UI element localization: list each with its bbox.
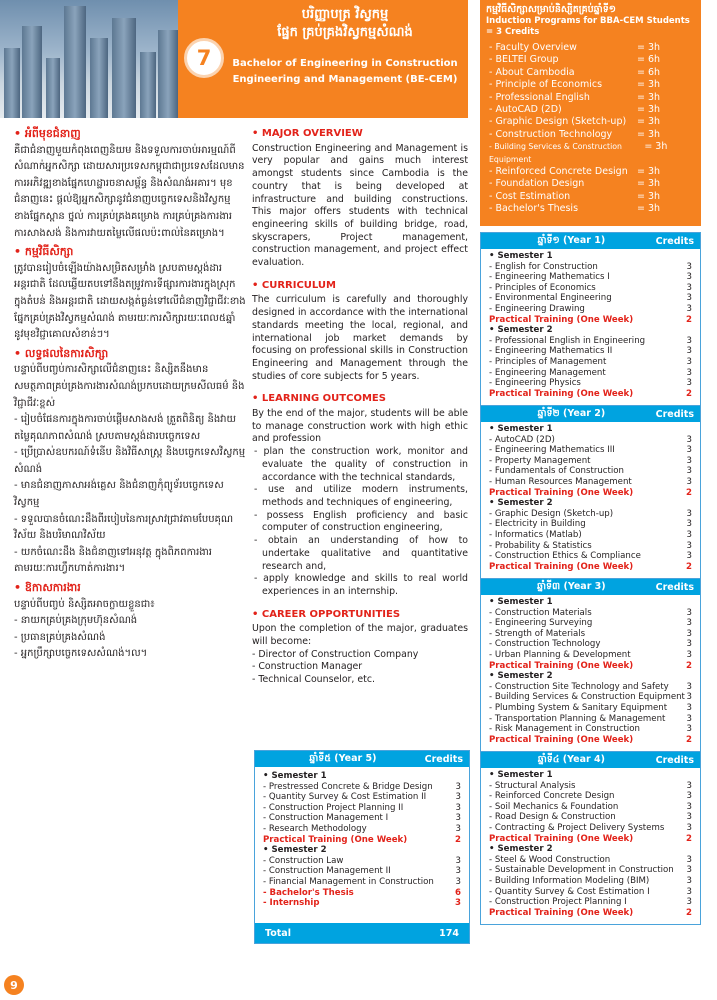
induction-row bbox=[480, 104, 701, 116]
course-credits: 3 bbox=[455, 813, 461, 824]
course-credits: 3 bbox=[686, 724, 692, 735]
course-name: • Semester 2 bbox=[489, 498, 553, 509]
course-name: - Road Design & Construction bbox=[489, 812, 616, 823]
course-row bbox=[481, 639, 700, 650]
course-name: - Building Information Modeling (BIM) bbox=[489, 875, 650, 886]
career-heading: • CAREER OPPORTUNITIES bbox=[252, 608, 401, 620]
list-item: - នាយកគ្រប់គ្រងក្រុមហ៊ុនសំណង់ bbox=[14, 615, 138, 627]
induction-row-hours: = 3h bbox=[637, 178, 661, 190]
induction-row bbox=[480, 42, 701, 54]
induction-row-hours: = 3h bbox=[637, 166, 661, 178]
induction-row bbox=[480, 191, 701, 203]
program-title-en: Bachelor of Engineering in Construction Engineering and Management (BE-CEM) bbox=[232, 58, 458, 85]
course-name: • Semester 2 bbox=[489, 325, 553, 336]
course-row bbox=[481, 293, 700, 304]
course-credits: 3 bbox=[686, 466, 692, 477]
course-name: Practical Training (One Week) bbox=[489, 907, 634, 918]
course-name: - Property Management bbox=[489, 455, 591, 466]
course-credits: 3 bbox=[686, 865, 692, 876]
course-name: - Building Services & Construction Equipment bbox=[489, 692, 685, 703]
course-row bbox=[481, 897, 700, 908]
year3-table bbox=[480, 578, 701, 752]
course-name: - Engineering Mathematics II bbox=[489, 346, 613, 357]
list-item: - យកចំណេះដឹង និងជំនាញទៅអនុវត្ត ក្នុងពិភពការងារ តាមរយៈការហ្វឹកហាត់ការងារ។ bbox=[14, 546, 212, 575]
course-name: Practical Training (One Week) bbox=[489, 314, 634, 325]
course-name: • Semester 1 bbox=[489, 770, 553, 780]
induction-row bbox=[480, 178, 701, 190]
course-credits: 3 bbox=[455, 781, 461, 792]
course-name: - Construction Project Planning I bbox=[489, 897, 627, 908]
khmer-description-column bbox=[14, 124, 246, 663]
year5-total-row: Total 174 bbox=[255, 923, 469, 943]
course-name: - Internship bbox=[263, 898, 320, 909]
induction-row-hours: = 6h bbox=[637, 54, 661, 66]
semester-heading bbox=[481, 844, 700, 855]
course-name: - Construction Ethics & Compliance bbox=[489, 551, 641, 562]
course-row bbox=[481, 488, 700, 499]
year2-header: ឆ្នាំទី២ (Year 2) Credits bbox=[481, 406, 700, 422]
course-credits: 3 bbox=[686, 639, 692, 650]
course-name: - Reinforced Concrete Design bbox=[489, 791, 615, 802]
course-name: - Graphic Design (Sketch-up) bbox=[489, 508, 614, 519]
curriculum-heading: • CURRICULUM bbox=[252, 279, 337, 291]
course-row bbox=[481, 865, 700, 876]
year5-table bbox=[254, 750, 470, 944]
course-name: • Semester 2 bbox=[263, 845, 327, 856]
year3-header: ឆ្នាំទី៣ (Year 3) Credits bbox=[481, 579, 700, 595]
year3-rows bbox=[481, 595, 700, 745]
course-row bbox=[255, 824, 469, 835]
year4-header: ឆ្នាំទី៤ (Year 4) Credits bbox=[481, 752, 700, 768]
course-row bbox=[481, 802, 700, 813]
course-name: - English for Construction bbox=[489, 261, 598, 272]
year2-rows bbox=[481, 422, 700, 572]
course-credits: 2 bbox=[686, 907, 692, 918]
course-name: - Construction Materials bbox=[489, 607, 592, 618]
course-credits: 2 bbox=[686, 833, 692, 844]
induction-row-name: - Cost Estimation bbox=[489, 190, 571, 202]
course-row bbox=[481, 823, 700, 834]
course-credits: 3 bbox=[686, 529, 692, 540]
course-row bbox=[255, 877, 469, 888]
course-row bbox=[255, 803, 469, 814]
program-title-kh-line1: បរិញ្ញាបត្រ វិស្វកម្ម bbox=[301, 7, 389, 22]
semester-heading bbox=[481, 671, 700, 682]
course-row bbox=[481, 735, 700, 746]
course-name: Practical Training (One Week) bbox=[489, 833, 634, 844]
course-name: - Risk Management in Construction bbox=[489, 724, 641, 735]
semester-heading bbox=[481, 770, 700, 781]
curriculum-body: The curriculum is carefully and thoroughly designed in accordance with the international standards meeting the local, regional, and international job market demands by focusing on professional skills in Construction Engineering and Management through the studies of core subjects for 5 years. bbox=[252, 294, 468, 382]
course-row bbox=[481, 336, 700, 347]
year1-rows bbox=[481, 249, 700, 399]
course-row bbox=[481, 304, 700, 315]
course-name: - AutoCAD (2D) bbox=[489, 434, 555, 445]
course-name: - Construction Site Technology and Safety bbox=[489, 681, 669, 692]
course-row bbox=[481, 368, 700, 379]
course-credits: 3 bbox=[686, 649, 692, 660]
course-credits: 3 bbox=[686, 897, 692, 908]
section-body: បន្ទាប់ពីបញ្ចប់ និស្សិតអាចក្លាយខ្លួនជា៖ bbox=[14, 598, 155, 610]
section-body: គឺជាជំនាញមួយកំពុងពេញនិយម និងទទួលការចាប់អារម្មណ៍ពីសំណាក់អ្នកសិក្សា ដោយសារប្រទេសកម្ពុជាជាប្រទេសដែលមានការអភិវឌ្ឍខាងផ្នែកហេដ្ឋារចនាសម្ព័ន្ធ និងសំណង់អគារ។ មុខជំនាញនេះ ផ្តល់ឱ្យអ្នកសិក្សានូវជំនាញបច្ចេកទេសនិងវិស្វកម្មខាងផ្នែកស្ពាន ថ្នល់ ការគ្រប់គ្រងគម្រោង ការគ្រប់គ្រងការងារ ការសាងសង់ និងការវាយតម្លៃលើផលប៉ះពាល់នៃគម្រោង។ bbox=[14, 144, 245, 239]
induction-rows bbox=[480, 42, 701, 216]
induction-row bbox=[480, 141, 701, 166]
induction-row-name: - Principle of Economics bbox=[489, 79, 603, 91]
induction-row bbox=[480, 203, 701, 215]
course-credits: 3 bbox=[686, 854, 692, 865]
semester-heading bbox=[255, 771, 469, 782]
course-credits: 3 bbox=[686, 356, 692, 367]
course-credits: 3 bbox=[455, 876, 461, 887]
course-row bbox=[481, 703, 700, 714]
induction-row bbox=[480, 67, 701, 79]
list-item: - apply knowledge and skills to real world experiences in an internship. bbox=[254, 573, 468, 597]
course-credits: 2 bbox=[686, 734, 692, 745]
course-credits: 3 bbox=[455, 898, 461, 909]
program-number-badge: 7 bbox=[184, 38, 224, 78]
course-credits: 3 bbox=[686, 681, 692, 692]
course-name: - Transportation Planning & Management bbox=[489, 713, 666, 724]
course-row bbox=[255, 898, 469, 909]
induction-programs-panel bbox=[480, 0, 701, 226]
course-credits: 3 bbox=[686, 822, 692, 833]
induction-row-name: - Faculty Overview bbox=[489, 42, 577, 53]
course-row bbox=[481, 812, 700, 823]
induction-row-hours: = 3h bbox=[637, 128, 661, 140]
course-name: Practical Training (One Week) bbox=[489, 660, 634, 671]
course-name: - Strength of Materials bbox=[489, 628, 586, 639]
course-credits: 3 bbox=[686, 607, 692, 618]
induction-row bbox=[480, 116, 701, 128]
induction-row-hours: = 3h bbox=[637, 203, 661, 215]
course-row bbox=[481, 519, 700, 530]
list-item: - use and utilize modern instruments, methods and techniques of engineering, bbox=[254, 484, 468, 508]
induction-title-kh: កម្មវិធីសិក្សាសម្រាប់និស្សិតគ្រប់ឆ្នាំទី១ bbox=[486, 4, 616, 15]
course-credits: 3 bbox=[686, 261, 692, 272]
list-item: - រៀបចំផែនការក្នុងការចាប់ផ្តើមសាងសង់ ត្រួតពិនិត្យ និងវាយតម្លៃគុណភាពសំណង់ ស្របតាមស្តង់ដារបច្ចេកទេស bbox=[14, 414, 237, 442]
induction-row-hours: = 3h bbox=[637, 42, 661, 53]
course-name: - Construction Management I bbox=[263, 813, 389, 824]
course-credits: 3 bbox=[686, 445, 692, 456]
course-credits: 3 bbox=[686, 791, 692, 802]
course-row bbox=[481, 346, 700, 357]
course-row bbox=[481, 714, 700, 725]
course-credits: 3 bbox=[686, 378, 692, 389]
major-overview-heading: • MAJOR OVERVIEW bbox=[252, 128, 363, 139]
course-credits: 3 bbox=[686, 346, 692, 357]
induction-row-name: - Construction Technology bbox=[489, 128, 613, 140]
semester-heading bbox=[481, 251, 700, 262]
list-item: - plan the construction work, monitor and evaluate the quality of construction in accordance with the technical standards, bbox=[254, 446, 468, 483]
course-credits: 3 bbox=[686, 293, 692, 304]
course-name: - Plumbing System & Sanitary Equipment bbox=[489, 702, 668, 713]
course-credits: 3 bbox=[686, 303, 692, 314]
course-credits: 3 bbox=[455, 866, 461, 877]
course-row bbox=[255, 866, 469, 877]
course-row bbox=[481, 272, 700, 283]
course-name: - Principles of Economics bbox=[489, 282, 596, 293]
list-item: - Construction Manager bbox=[252, 661, 363, 673]
course-name: - Structural Analysis bbox=[489, 780, 576, 791]
course-row bbox=[481, 562, 700, 573]
course-name: - Engineering Mathematics III bbox=[489, 445, 615, 456]
course-name: - Engineering Drawing bbox=[489, 303, 585, 314]
course-credits: 3 bbox=[455, 855, 461, 866]
course-row bbox=[481, 357, 700, 368]
semester-heading bbox=[481, 424, 700, 435]
induction-row bbox=[480, 166, 701, 178]
list-item: - Director of Construction Company bbox=[252, 648, 419, 660]
course-row bbox=[255, 792, 469, 803]
induction-row-name: - Bachelor's Thesis bbox=[489, 203, 579, 215]
list-item: - obtain an understanding of how to undertake qualitative and quantitative research and, bbox=[254, 535, 468, 572]
course-name: - Human Resources Management bbox=[489, 476, 632, 487]
induction-row-name: - Building Services & Construction Equipment bbox=[489, 142, 622, 164]
section-body: ត្រូវបានរៀបចំឡើងយ៉ាងសម្រិតសម្រាំង ស្របតាមស្តង់ដារអន្តរជាតិ ដែលឆ្លើយតបទៅនឹងតម្រូវការទីផ្សារការងារក្នុងស្រុក ក្នុងតំបន់ និងអន្តរជាតិ ដោយសង្កត់ធ្ងន់ទៅលើជំនាញវិជ្ជាជីវៈខាងផ្នែកគ្រប់គ្រងវិស្វកម្មសំណង់ តាមរយៈការសិក្សារយៈពេល៥ឆ្នាំ នូវមុខវិជ្ជាគោលសំខាន់ៗ។ bbox=[14, 262, 246, 341]
course-row bbox=[481, 781, 700, 792]
list-item: - ទទួលបានចំណេះដឹងពីរបៀបនៃការស្រាវជ្រាវតាមបែបគុណវិស័យ និងបរិមាណវិស័យ bbox=[14, 513, 234, 542]
hero-city-image bbox=[0, 0, 178, 118]
course-row bbox=[481, 262, 700, 273]
induction-row bbox=[480, 54, 701, 66]
course-credits: 6 bbox=[455, 887, 461, 898]
course-name: - Electricity in Building bbox=[489, 519, 586, 530]
learning-outcomes-body: By the end of the major, students will be able to manage construction work with high ethic and profession bbox=[252, 408, 468, 445]
course-name: • Semester 1 bbox=[489, 597, 553, 607]
course-row bbox=[481, 908, 700, 919]
course-name: Practical Training (One Week) bbox=[489, 388, 634, 399]
course-credits: 3 bbox=[686, 476, 692, 487]
course-name: - Prestressed Concrete & Bridge Design bbox=[263, 781, 433, 792]
course-credits: 2 bbox=[686, 314, 692, 325]
course-name: - Urban Planning & Development bbox=[489, 649, 631, 660]
induction-row-name: - Graphic Design (Sketch-up) bbox=[489, 116, 627, 128]
course-name: - Construction Law bbox=[263, 855, 344, 866]
induction-row bbox=[480, 92, 701, 104]
induction-row-hours: = 6h bbox=[637, 66, 661, 78]
course-row bbox=[481, 551, 700, 562]
course-name: - Construction Project Planning II bbox=[263, 802, 404, 813]
section-heading: • លទ្ធផលនៃការសិក្សា bbox=[14, 346, 109, 360]
course-name: - Bachelor's Thesis bbox=[263, 887, 354, 898]
course-name: - Engineering Physics bbox=[489, 378, 581, 389]
list-item: - Technical Counselor, etc. bbox=[252, 674, 375, 686]
course-credits: 3 bbox=[455, 802, 461, 813]
course-name: - Environmental Engineering bbox=[489, 293, 612, 304]
course-name: • Semester 1 bbox=[489, 424, 553, 434]
course-credits: 2 bbox=[455, 834, 461, 845]
career-body: Upon the completion of the major, graduates will become: bbox=[252, 623, 468, 648]
course-name: • Semester 2 bbox=[489, 671, 553, 682]
year1-header: ឆ្នាំទី១ (Year 1) Credits bbox=[481, 233, 700, 249]
course-credits: 3 bbox=[686, 272, 692, 283]
course-credits: 3 bbox=[455, 792, 461, 803]
course-row bbox=[481, 509, 700, 520]
course-row bbox=[481, 876, 700, 887]
course-row bbox=[481, 661, 700, 672]
course-row bbox=[481, 456, 700, 467]
course-name: Practical Training (One Week) bbox=[489, 734, 634, 745]
course-name: - Probability & Statistics bbox=[489, 540, 592, 551]
induction-row-name: - AutoCAD (2D) bbox=[489, 104, 562, 116]
course-credits: 3 bbox=[686, 801, 692, 812]
course-credits: 3 bbox=[686, 508, 692, 519]
course-row bbox=[481, 435, 700, 446]
course-name: - Quantity Survey & Cost Estimation I bbox=[489, 886, 650, 897]
induction-row-hours: = 3h bbox=[637, 91, 661, 103]
course-row bbox=[481, 466, 700, 477]
list-item: - possess English proficiency and basic computer of construction engineering, bbox=[254, 509, 468, 534]
major-overview-body: Construction Engineering and Management is very popular and gains much interest amongst students since Cambodia is the country that is being developed at infrastructure and building constructions. This major offers students with technical engineering skills of building bridge, road, skyscrapers, Project management, construction management, and project effect evaluation. bbox=[252, 142, 468, 269]
course-row bbox=[481, 834, 700, 845]
year5-header: ឆ្នាំទី៥ (Year 5) Credits bbox=[255, 751, 469, 767]
induction-row-name: - Reinforced Concrete Design bbox=[489, 166, 628, 178]
list-item: - ប្រើប្រាស់ឧបករណ៍ទំនើប និងវិធីសាស្ត្រ និងបច្ចេកទេសវិស្វកម្មសំណង់ bbox=[14, 447, 246, 475]
course-row bbox=[481, 692, 700, 703]
course-name: - Engineering Surveying bbox=[489, 618, 593, 629]
course-row bbox=[481, 887, 700, 898]
list-item: - មានជំនាញភាសាអង់គ្លេស និងជំនាញកុំព្យូទ័របច្ចេកទេសវិស្វកម្ម bbox=[14, 480, 224, 509]
program-title-kh-line2: ផ្នែក គ្រប់គ្រងវិស្វកម្មសំណង់ bbox=[277, 25, 413, 40]
course-credits: 3 bbox=[686, 702, 692, 713]
course-credits: 3 bbox=[686, 519, 692, 530]
learning-outcomes-heading: • LEARNING OUTCOMES bbox=[252, 393, 386, 405]
course-name: - Steel & Wood Construction bbox=[489, 854, 611, 865]
course-name: - Quantity Survey & Cost Estimation II bbox=[263, 792, 427, 803]
course-row bbox=[481, 608, 700, 619]
course-name: Practical Training (One Week) bbox=[489, 487, 634, 498]
induction-row-hours: = 3h bbox=[644, 141, 668, 153]
course-row bbox=[481, 530, 700, 541]
induction-row-name: - BELTEI Group bbox=[489, 54, 559, 66]
semester-heading bbox=[481, 597, 700, 608]
year2-table bbox=[480, 405, 701, 579]
course-row bbox=[481, 378, 700, 389]
course-row bbox=[255, 856, 469, 867]
course-name: Practical Training (One Week) bbox=[489, 561, 634, 572]
course-credits: 2 bbox=[686, 487, 692, 498]
course-credits: 3 bbox=[686, 367, 692, 378]
course-row bbox=[255, 782, 469, 793]
induction-row bbox=[480, 129, 701, 141]
course-name: - Soil Mechanics & Foundation bbox=[489, 801, 619, 812]
induction-row-name: - Professional English bbox=[489, 91, 590, 103]
course-name: - Contracting & Project Delivery Systems bbox=[489, 822, 665, 833]
induction-title-en: Induction Programs for BBA-CEM Students = 3 Credits bbox=[486, 16, 690, 37]
course-name: - Fundamentals of Construction bbox=[489, 466, 624, 477]
semester-heading bbox=[481, 498, 700, 509]
course-credits: 3 bbox=[686, 540, 692, 551]
course-row bbox=[481, 650, 700, 661]
course-row bbox=[255, 888, 469, 899]
course-row bbox=[481, 477, 700, 488]
course-row bbox=[481, 682, 700, 693]
course-name: - Engineering Mathematics I bbox=[489, 272, 610, 283]
course-name: • Semester 1 bbox=[263, 771, 327, 781]
year1-table bbox=[480, 232, 701, 406]
course-credits: 3 bbox=[686, 551, 692, 562]
course-credits: 2 bbox=[686, 660, 692, 671]
course-row bbox=[481, 445, 700, 456]
course-name: • Semester 2 bbox=[489, 844, 553, 855]
course-credits: 2 bbox=[686, 561, 692, 572]
course-credits: 3 bbox=[686, 812, 692, 823]
semester-heading bbox=[255, 845, 469, 856]
course-credits: 3 bbox=[686, 780, 692, 791]
course-row bbox=[481, 855, 700, 866]
english-description-column bbox=[252, 128, 468, 687]
induction-row-hours: = 3h bbox=[637, 104, 661, 116]
course-name: - Sustainable Development in Construction bbox=[489, 865, 674, 876]
induction-row-hours: = 3h bbox=[637, 190, 661, 202]
course-credits: 3 bbox=[686, 282, 692, 293]
course-row bbox=[481, 724, 700, 735]
induction-row-hours: = 3h bbox=[637, 79, 661, 91]
course-name: • Semester 1 bbox=[489, 251, 553, 261]
course-credits: 3 bbox=[686, 886, 692, 897]
course-credits: 2 bbox=[686, 388, 692, 399]
year4-rows bbox=[481, 768, 700, 918]
course-name: - Engineering Management bbox=[489, 367, 606, 378]
section-heading: • ឱកាសការងារ bbox=[14, 581, 81, 595]
section-heading: • កម្មវិធីសិក្សា bbox=[14, 245, 74, 259]
semester-heading bbox=[481, 325, 700, 336]
course-name: - Principles of Management bbox=[489, 356, 607, 367]
year4-table bbox=[480, 751, 701, 925]
course-row bbox=[481, 283, 700, 294]
course-name: - Informatics (Matlab) bbox=[489, 529, 582, 540]
course-row bbox=[481, 618, 700, 629]
course-row bbox=[481, 629, 700, 640]
induction-row-name: - About Cambodia bbox=[489, 66, 575, 78]
section-body: បន្ទាប់ពីបញ្ចប់ការសិក្សាលើជំនាញនេះ និស្សិតនឹងមានសមត្ថភាពគ្រប់គ្រងការងារសំណង់ប្រកបដោយក្រមសីលធម៌ និងវិជ្ជាជីវៈខ្ពស់ bbox=[14, 364, 245, 409]
course-row bbox=[481, 315, 700, 326]
course-credits: 3 bbox=[455, 823, 461, 834]
course-row bbox=[481, 791, 700, 802]
course-row bbox=[255, 813, 469, 824]
course-name: - Financial Management in Construction bbox=[263, 876, 434, 887]
section-heading: • អំពីមុខជំនាញ bbox=[14, 127, 81, 140]
course-credits: 3 bbox=[686, 618, 692, 629]
list-item: - ប្រធានគ្រប់គ្រងសំណង់ bbox=[14, 631, 106, 643]
induction-row-name: - Foundation Design bbox=[489, 178, 585, 190]
course-row bbox=[481, 541, 700, 552]
induction-row-hours: = 3h bbox=[637, 116, 661, 128]
page-number: 9 bbox=[4, 975, 24, 995]
year5-rows bbox=[255, 767, 469, 909]
course-name: Practical Training (One Week) bbox=[263, 834, 408, 845]
course-credits: 3 bbox=[686, 692, 692, 703]
course-credits: 3 bbox=[686, 434, 692, 445]
course-row bbox=[255, 835, 469, 846]
course-credits: 3 bbox=[686, 628, 692, 639]
course-name: - Construction Technology bbox=[489, 639, 601, 650]
induction-row bbox=[480, 79, 701, 91]
course-credits: 3 bbox=[686, 713, 692, 724]
list-item: - អ្នកប្រឹក្សាបច្ចេកទេសសំណង់។ល។ bbox=[14, 648, 148, 660]
course-credits: 3 bbox=[686, 455, 692, 466]
course-credits: 3 bbox=[686, 875, 692, 886]
course-row bbox=[481, 389, 700, 400]
course-name: - Professional English in Engineering bbox=[489, 335, 646, 346]
course-name: - Construction Management II bbox=[263, 866, 391, 877]
course-name: - Research Methodology bbox=[263, 823, 367, 834]
course-credits: 3 bbox=[686, 335, 692, 346]
program-title-kh bbox=[230, 6, 460, 42]
